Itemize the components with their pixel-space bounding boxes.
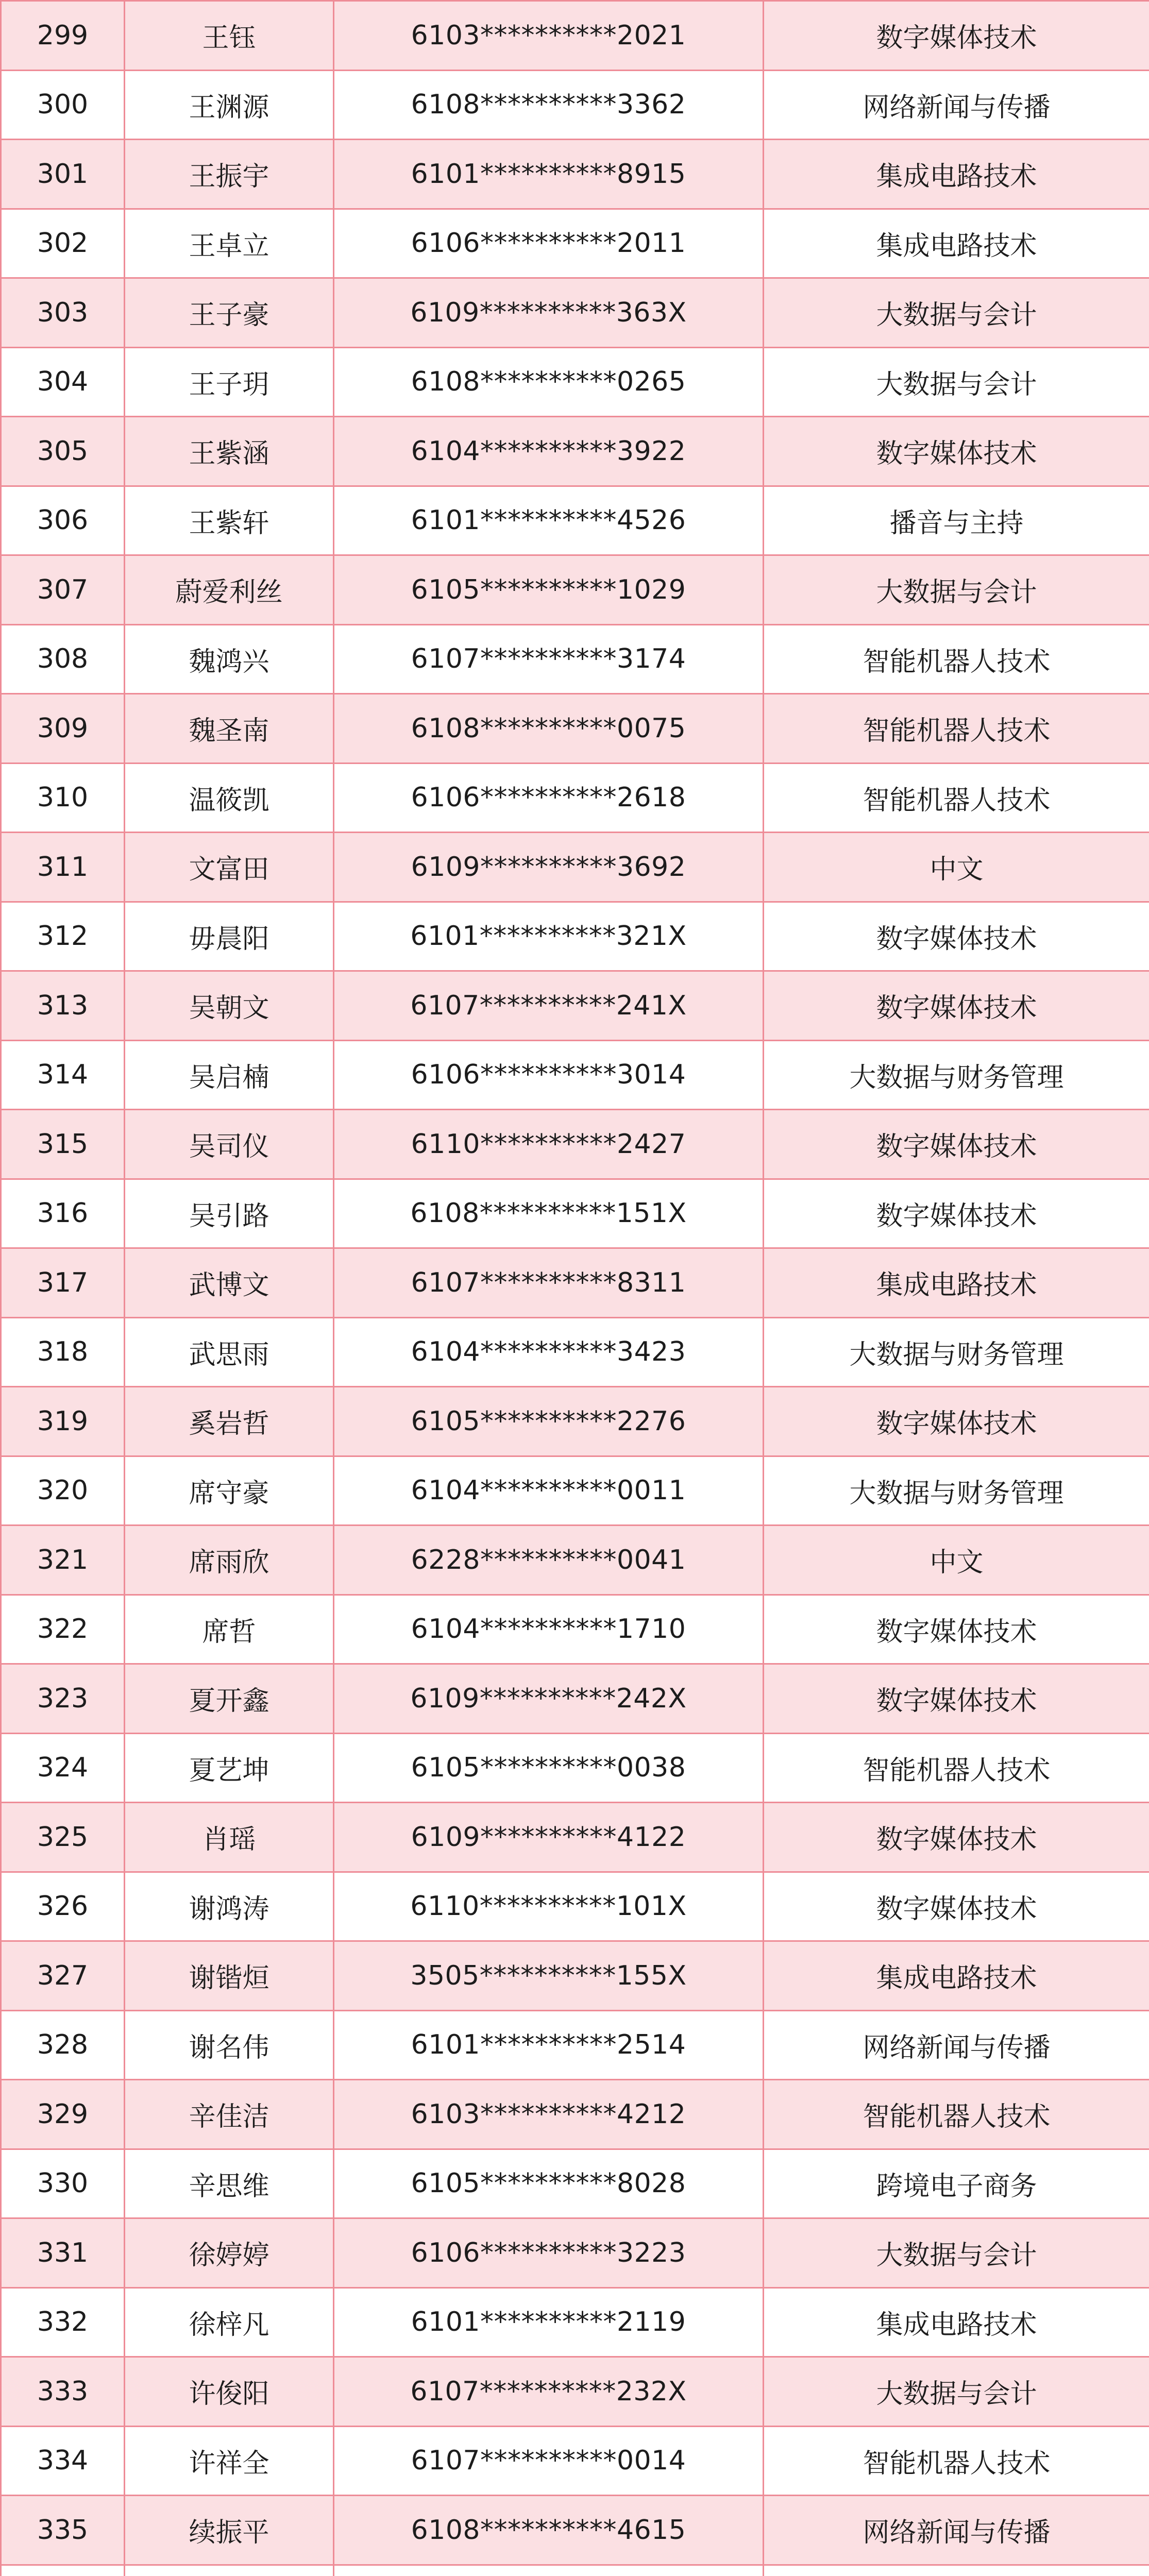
row-number-cell: 306 [1,486,125,555]
major-cell: 智能机器人技术 [764,1733,1149,1803]
table-row [1,1733,1149,1803]
table-row [1,833,1149,902]
table-row [1,347,1149,417]
id-number-cell: 6108**********4615 [334,2496,764,2565]
row-number-cell: 333 [1,2357,125,2427]
major-cell: 中文 [764,833,1149,902]
id-number-cell: 6106**********2011 [334,209,764,278]
major-cell: 集成电路技术 [764,209,1149,278]
major-cell: 数字媒体技术 [764,1387,1149,1456]
id-number-cell: 6101**********8915 [334,140,764,209]
table-row [1,1872,1149,1941]
student-name-cell: 谢锴烜 [125,1941,334,2011]
student-name-cell: 王紫涵 [125,417,334,486]
student-name-cell: 吴朝文 [125,971,334,1041]
student-name-cell: 许祥全 [125,2426,334,2496]
row-number-cell: 323 [1,1664,125,1734]
major-cell: 大数据与会计 [764,2218,1149,2288]
roster-body [1,1,1149,2576]
row-number-cell: 319 [1,1387,125,1456]
table-row [1,1456,1149,1526]
id-number-cell [334,2565,764,2576]
table-row [1,2080,1149,2149]
student-name-cell: 肖瑶 [125,1803,334,1872]
student-name-cell: 蔚爱利丝 [125,555,334,625]
id-number-cell: 6107**********232X [334,2357,764,2427]
student-name-cell: 夏开鑫 [125,1664,334,1734]
id-number-cell: 6106**********3014 [334,1040,764,1110]
student-name-cell: 文富田 [125,833,334,902]
table-row [1,2287,1149,2357]
table-row [1,971,1149,1041]
row-number-cell: 318 [1,1317,125,1387]
table-row [1,1179,1149,1248]
row-number-cell: 304 [1,347,125,417]
id-number-cell: 6105**********1029 [334,555,764,625]
table-row [1,1387,1149,1456]
table-row [1,1,1149,71]
student-name-cell: 武博文 [125,1248,334,1318]
table-row [1,555,1149,625]
row-number-cell: 299 [1,1,125,71]
id-number-cell: 6104**********0011 [334,1456,764,1526]
major-cell: 智能机器人技术 [764,2426,1149,2496]
row-number-cell: 305 [1,417,125,486]
student-name-cell: 吴司仪 [125,1110,334,1179]
row-number-cell: 329 [1,2080,125,2149]
row-number-cell: 300 [1,70,125,140]
student-name-cell: 奚岩哲 [125,1387,334,1456]
student-name-cell: 武思雨 [125,1317,334,1387]
id-number-cell: 6108**********3362 [334,70,764,140]
student-name-cell: 续振平 [125,2496,334,2565]
table-row [1,1526,1149,1595]
id-number-cell: 6104**********1710 [334,1595,764,1664]
row-number-cell: 313 [1,971,125,1041]
row-number-cell: 311 [1,833,125,902]
row-number-cell: 317 [1,1248,125,1318]
row-number-cell: 315 [1,1110,125,1179]
table-row [1,209,1149,278]
table-row [1,694,1149,764]
id-number-cell: 6104**********3922 [334,417,764,486]
major-cell: 集成电路技术 [764,1941,1149,2011]
student-name-cell: 徐梓凡 [125,2287,334,2357]
id-number-cell: 6109**********3692 [334,833,764,902]
row-number-cell: 316 [1,1179,125,1248]
major-cell: 中文 [764,1526,1149,1595]
id-number-cell: 6106**********2618 [334,763,764,833]
major-cell: 智能机器人技术 [764,694,1149,764]
major-cell: 数字媒体技术 [764,417,1149,486]
student-name-cell: 魏鸿兴 [125,624,334,694]
id-number-cell: 6107**********3174 [334,624,764,694]
row-number-cell: 332 [1,2287,125,2357]
row-number-cell: 327 [1,1941,125,2011]
major-cell: 数字媒体技术 [764,902,1149,971]
id-number-cell: 6101**********2119 [334,2287,764,2357]
major-cell: 数字媒体技术 [764,1,1149,71]
row-number-cell: 301 [1,140,125,209]
major-cell: 数字媒体技术 [764,1179,1149,1248]
table-row [1,2010,1149,2080]
student-name-cell: 王振宇 [125,140,334,209]
id-number-cell: 6107**********8311 [334,1248,764,1318]
id-number-cell: 6105**********2276 [334,1387,764,1456]
major-cell: 大数据与财务管理 [764,1040,1149,1110]
id-number-cell: 6101**********321X [334,902,764,971]
row-number-cell: 320 [1,1456,125,1526]
row-number-cell: 330 [1,2149,125,2218]
id-number-cell: 6101**********4526 [334,486,764,555]
major-cell: 智能机器人技术 [764,2080,1149,2149]
id-number-cell: 6109**********242X [334,1664,764,1734]
table-row [1,1248,1149,1318]
student-name-cell: 席哲 [125,1595,334,1664]
table-row [1,278,1149,348]
id-number-cell: 6108**********151X [334,1179,764,1248]
major-cell: 集成电路技术 [764,1248,1149,1318]
student-name-cell: 席守豪 [125,1456,334,1526]
table-row [1,140,1149,209]
row-number-cell: 328 [1,2010,125,2080]
table-row [1,763,1149,833]
id-number-cell: 6105**********0038 [334,1733,764,1803]
student-name-cell: 王子豪 [125,278,334,348]
student-name-cell [125,2565,334,2576]
id-number-cell: 6109**********4122 [334,1803,764,1872]
major-cell: 数字媒体技术 [764,971,1149,1041]
student-name-cell: 辛佳洁 [125,2080,334,2149]
table-row [1,486,1149,555]
row-number-cell: 334 [1,2426,125,2496]
major-cell: 智能机器人技术 [764,763,1149,833]
table-row [1,417,1149,486]
major-cell: 集成电路技术 [764,140,1149,209]
table-row [1,1040,1149,1110]
id-number-cell: 6108**********0075 [334,694,764,764]
row-number-cell: 324 [1,1733,125,1803]
id-number-cell: 6103**********2021 [334,1,764,71]
student-name-cell: 毋晨阳 [125,902,334,971]
student-name-cell: 夏艺坤 [125,1733,334,1803]
row-number-cell: 321 [1,1526,125,1595]
row-number-cell: 312 [1,902,125,971]
id-number-cell: 6108**********0265 [334,347,764,417]
major-cell: 播音与主持 [764,486,1149,555]
student-name-cell: 王钰 [125,1,334,71]
row-number-cell: 303 [1,278,125,348]
id-number-cell: 6107**********0014 [334,2426,764,2496]
major-cell: 智能机器人技术 [764,624,1149,694]
table-row [1,2149,1149,2218]
major-cell: 数字媒体技术 [764,1110,1149,1179]
row-number-cell: 325 [1,1803,125,1872]
major-cell: 大数据与会计 [764,278,1149,348]
table-row [1,1110,1149,1179]
row-number-cell: 326 [1,1872,125,1941]
student-name-cell: 吴引路 [125,1179,334,1248]
student-name-cell: 席雨欣 [125,1526,334,1595]
row-number-cell: 310 [1,763,125,833]
row-number-cell: 309 [1,694,125,764]
student-name-cell: 魏圣南 [125,694,334,764]
major-cell: 大数据与财务管理 [764,1317,1149,1387]
table-row [1,1941,1149,2011]
student-name-cell: 王卓立 [125,209,334,278]
table-row [1,902,1149,971]
table-row [1,2496,1149,2565]
student-name-cell: 王渊源 [125,70,334,140]
id-number-cell: 3505**********155X [334,1941,764,2011]
major-cell: 大数据与会计 [764,555,1149,625]
row-number-cell [1,2565,125,2576]
table-row [1,2565,1149,2576]
id-number-cell: 6109**********363X [334,278,764,348]
row-number-cell: 314 [1,1040,125,1110]
id-number-cell: 6104**********3423 [334,1317,764,1387]
table-row [1,624,1149,694]
major-cell [764,2565,1149,2576]
major-cell: 跨境电子商务 [764,2149,1149,2218]
major-cell: 数字媒体技术 [764,1803,1149,1872]
table-row [1,70,1149,140]
student-name-cell: 辛思维 [125,2149,334,2218]
student-name-cell: 吴启楠 [125,1040,334,1110]
student-name-cell: 谢名伟 [125,2010,334,2080]
id-number-cell: 6110**********101X [334,1872,764,1941]
table-row [1,1595,1149,1664]
id-number-cell: 6101**********2514 [334,2010,764,2080]
table-row [1,2357,1149,2427]
student-name-cell: 谢鸿涛 [125,1872,334,1941]
major-cell: 数字媒体技术 [764,1872,1149,1941]
table-row [1,2218,1149,2288]
id-number-cell: 6228**********0041 [334,1526,764,1595]
student-name-cell: 徐婷婷 [125,2218,334,2288]
id-number-cell: 6107**********241X [334,971,764,1041]
major-cell: 大数据与会计 [764,2357,1149,2427]
student-name-cell: 温筱凯 [125,763,334,833]
row-number-cell: 307 [1,555,125,625]
id-number-cell: 6103**********4212 [334,2080,764,2149]
student-name-cell: 王子玥 [125,347,334,417]
row-number-cell: 302 [1,209,125,278]
row-number-cell: 308 [1,624,125,694]
student-name-cell: 王紫轩 [125,486,334,555]
table-row [1,1664,1149,1734]
student-name-cell: 许俊阳 [125,2357,334,2427]
major-cell: 网络新闻与传播 [764,2010,1149,2080]
major-cell: 集成电路技术 [764,2287,1149,2357]
id-number-cell: 6105**********8028 [334,2149,764,2218]
table-row [1,2426,1149,2496]
major-cell: 数字媒体技术 [764,1664,1149,1734]
row-number-cell: 331 [1,2218,125,2288]
row-number-cell: 322 [1,1595,125,1664]
major-cell: 网络新闻与传播 [764,2496,1149,2565]
table-row [1,1803,1149,1872]
major-cell: 大数据与会计 [764,347,1149,417]
id-number-cell: 6110**********2427 [334,1110,764,1179]
id-number-cell: 6106**********3223 [334,2218,764,2288]
major-cell: 大数据与财务管理 [764,1456,1149,1526]
row-number-cell: 335 [1,2496,125,2565]
major-cell: 数字媒体技术 [764,1595,1149,1664]
table-row [1,1317,1149,1387]
major-cell: 网络新闻与传播 [764,70,1149,140]
